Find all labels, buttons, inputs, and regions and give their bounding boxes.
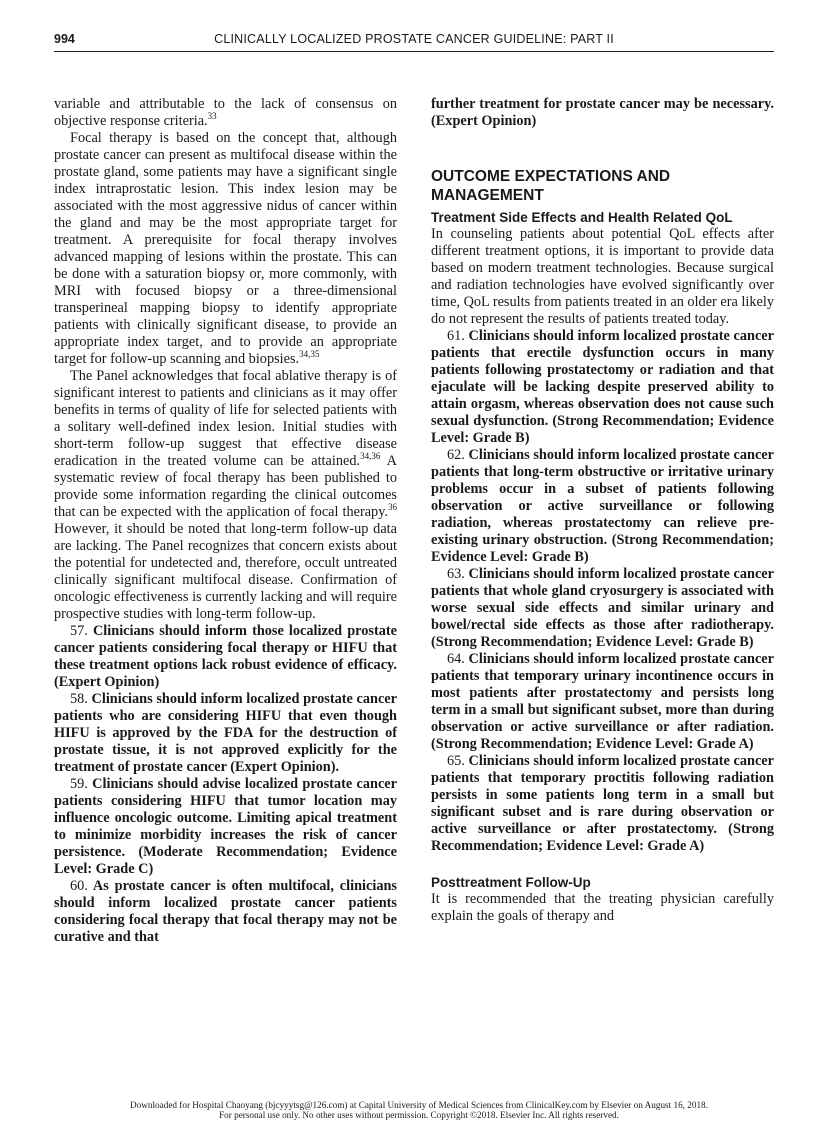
left-column: [54, 96, 397, 946]
citation: 33: [207, 111, 217, 122]
statement-60-continued: further treatment for prostate cancer may be necessary. (Expert Opinion): [431, 96, 774, 129]
statement-62: 62. Clinicians should inform localized prostate cancer patients that long-term obstructive or irritative urinary problems occur in a subset of patients following observation or active surveillance or following radiation, whereas prostatectomy can relieve pre-existing urinary obstruction. (Strong Recommendation; Evidence Level: Grade B): [431, 447, 774, 565]
statement-58: 58. Clinicians should inform localized prostate cancer patients who are considering HIFU that even though HIFU is approved by the FDA for the destruction of prostate tissue, it is not approved explicitly for the treatment of prostate cancer (Expert Opinion).: [54, 691, 397, 775]
statement-59: 59. Clinicians should advise localized prostate cancer patients considering HIFU that tumor location may influence oncologic outcome. Limiting apical treatment to minimize morbidity increases the risk of cancer persistence. (Moderate Recommendation; Evidence Level: Grade C): [54, 776, 397, 877]
citation: 36: [388, 502, 397, 513]
statement-65: 65. Clinicians should inform localized prostate cancer patients that temporary proctitis following radiation persists in some patients long term in a small but significant subset and is rare during observation or active surveillance or after prostatectomy. (Strong Recommendation; Evidence Level: Grade A): [431, 753, 774, 854]
download-footer: [0, 1100, 838, 1120]
footer-line-2: For personal use only. No other uses without permission. Copyright ©2018. Elsevier Inc. All rights reserved.: [219, 1110, 619, 1120]
paragraph-focal-therapy: Focal therapy is based on the concept that, although prostate cancer can present as multifocal disease within the prostate gland, some patients may have a significant single index intraprostatic lesion. This index lesion may be associated with the most aggressive nidus of cancer within the gland and may be the most appropriate target for treatment. A prerequisite for focal therapy involves advanced mapping of lesions within the prostate. This can be done with a saturation biopsy or, more commonly, with MRI with focused biopsy or a three-dimensional transperineal mapping biopsy to identify appropriate patients with clinically significant disease, to provide an appropriate index target, and to provide an appropriate target for follow-up scanning and biopsies.$^{34,35}$: [54, 130, 397, 367]
statement-61: 61. Clinicians should inform localized prostate cancer patients that erectile dysfunction occurs in many patients following prostatectomy or radiation and that ejaculate will be lacking despite preserved ability to attain orgasm, whereas observation does not cause such sexual dysfunction. (Strong Recommendation; Evidence Level: Grade B): [431, 328, 774, 446]
statement-57: 57. Clinicians should inform those localized prostate cancer patients considering focal therapy or HIFU that these treatment options lack robust evidence of efficacy. (Expert Opinion): [54, 623, 397, 690]
statement-64: 64. Clinicians should inform localized prostate cancer patients that temporary urinary incontinence occurs in most patients after prostatectomy and persists long term in a small but significant subset, more than during observation or active surveillance or after radiation. (Strong Recommendation; Evidence Level: Grade A): [431, 651, 774, 752]
paragraph-panel-acknowledges: The Panel acknowledges that focal ablative therapy is of significant interest to patients and clinicians as it may offer benefits in terms of quality of life for selected patients with a solitary well-defined index lesion. Initial studies with short-term follow-up suggest that effective disease eradication in the treated volume can be attained.$^{34,36}$ A systematic review of focal therapy has been published to provide some information regarding the clinical outcomes that can be expected with the application of focal therapy.$^{36}$ However, it should be noted that long-term follow-up data are lacking. The Panel recognizes that concern exists about the potential for undetected and, therefore, occult untreated clinically significant multifocal disease. Confirmation of oncologic effectiveness is currently lacking and will require prospective studies with long-term follow-up.: [54, 368, 397, 622]
page-number: 994: [54, 32, 75, 46]
subsection-title-follow-up: Posttreatment Follow-Up: [431, 875, 591, 890]
right-column: [431, 96, 774, 925]
paragraph-response-criteria: variable and attributable to the lack of consensus on objective response criteria.$^{33}$: [54, 96, 397, 129]
section-title: OUTCOME EXPECTATIONS AND MANAGEMENT: [431, 168, 671, 204]
paragraph-follow-up: It is recommended that the treating physician carefully explain the goals of therapy and: [431, 891, 774, 924]
statement-60: 60. As prostate cancer is often multifocal, clinicians should inform localized prostate cancer patients considering focal therapy that focal therapy may not be curative and that: [54, 878, 397, 945]
running-title: CLINICALLY LOCALIZED PROSTATE CANCER GUIDELINE: PART II: [214, 32, 614, 46]
header-rule: [54, 51, 774, 52]
citation: 34,35: [299, 349, 320, 360]
statement-63: 63. Clinicians should inform localized prostate cancer patients that whole gland cryosurgery is associated with worse sexual side effects and similar urinary and bowel/rectal side effects as those after radiotherapy. (Strong Recommendation; Evidence Level: Grade B): [431, 566, 774, 650]
subsection-title-qol: Treatment Side Effects and Health Related QoL: [431, 210, 733, 225]
running-header: [54, 32, 774, 52]
footer-line-1: Downloaded for Hospital Chaoyang (bjcyyytsg@126.com) at Capital University of Medical Sciences from ClinicalKey.com by Elsevier on August 16, 2018.: [130, 1100, 708, 1110]
citation: 34,36: [360, 451, 381, 462]
paragraph-qol: In counseling patients about potential QoL effects after different treatment options, it is important to provide data based on modern treatment technologies. Because surgical and radiation technologies have evolved significantly over time, QoL results from patients treated in an older era likely do not represent the results of patients treated today.: [431, 226, 774, 327]
